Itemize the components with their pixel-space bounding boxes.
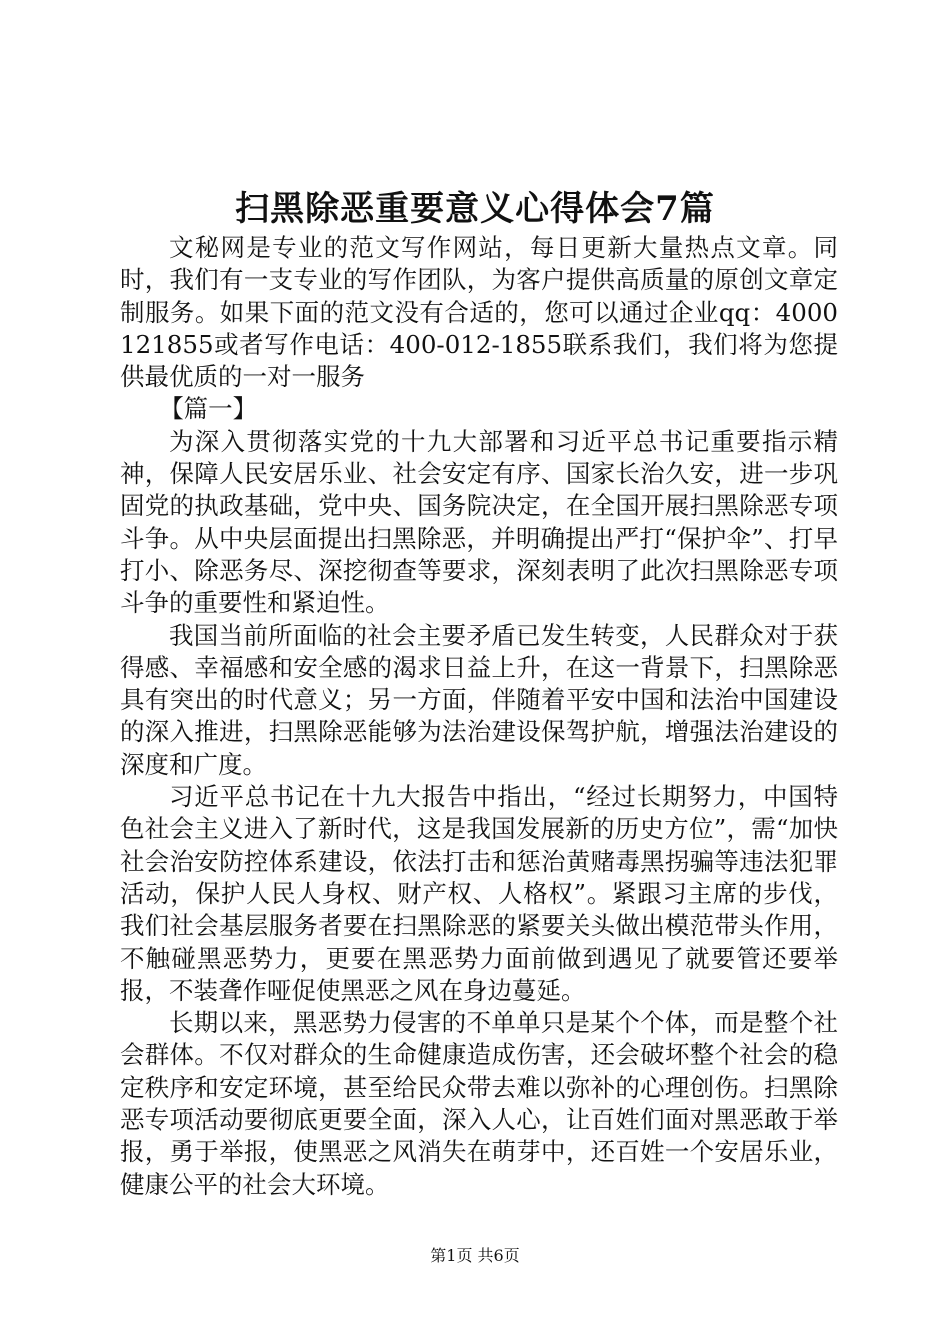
section-heading: 【篇一】 bbox=[159, 394, 258, 424]
intro-paragraph: 文秘网是专业的范文写作网站，每日更新大量热点文章。同时，我们有一支专业的写作团队，为客户提供高质量的原创文章定制服务。如果下面的范文没有合适的，您可以通过企业qq：4000121855或者写作电话：400-012-1855联系我们，我们将为您提供最优质的一对一服务 bbox=[120, 233, 838, 392]
body-paragraph-4: 长期以来，黑恶势力侵害的不单单只是某个个体，而是整个社会群体。不仅对群众的生命健康造成伤害，还会破坏整个社会的稳定秩序和安定环境，甚至给民众带去难以弥补的心理创伤。扫黑除恶专项活动要彻底更要全面，深入人心，让百姓们面对黑恶敢于举报，勇于举报，使黑恶之风消失在萌芽中，还百姓一个安居乐业，健康公平的社会大环境。 bbox=[120, 1008, 838, 1199]
body-paragraph-1: 为深入贯彻落实党的十九大部署和习近平总书记重要指示精神，保障人民安居乐业、社会安定有序、国家长治久安，进一步巩固党的执政基础，党中央、国务院决定，在全国开展扫黑除恶专项斗争。从中央层面提出扫黑除恶，并明确提出严打“保护伞”、打早打小、除恶务尽、深挖彻查等要求，深刻表明了此次扫黑除恶专项斗争的重要性和紧迫性。 bbox=[120, 426, 838, 618]
document-title: 扫黑除恶重要意义心得体会7篇 bbox=[235, 189, 715, 229]
body-paragraph-2: 我国当前所面临的社会主要矛盾已发生转变，人民群众对于获得感、幸福感和安全感的渴求日益上升，在这一背景下，扫黑除恶具有突出的时代意义；另一方面，伴随着平安中国和法治中国建设的深入推进，扫黑除恶能够为法治建设保驾护航，增强法治建设的深度和广度。 bbox=[120, 620, 838, 779]
page-footer: 第1页 共6页 bbox=[430, 1246, 520, 1265]
body-paragraph-3: 习近平总书记在十九大报告中指出，“经过长期努力，中国特色社会主义进入了新时代，这是我国发展新的历史方位”，需“加快社会治安防控体系建设，依法打击和惩治黄赌毒黑拐骗等违法犯罪活动，保护人民人身权、财产权、人格权”。紧跟习主席的步伐，我们社会基层服务者要在扫黑除恶的紧要关头做出模范带头作用，不触碰黑恶势力，更要在黑恶势力面前做到遇见了就要管还要举报，不装聋作哑促使黑恶之风在身边蔓延。 bbox=[120, 782, 838, 1005]
document-body bbox=[120, 232, 838, 1201]
